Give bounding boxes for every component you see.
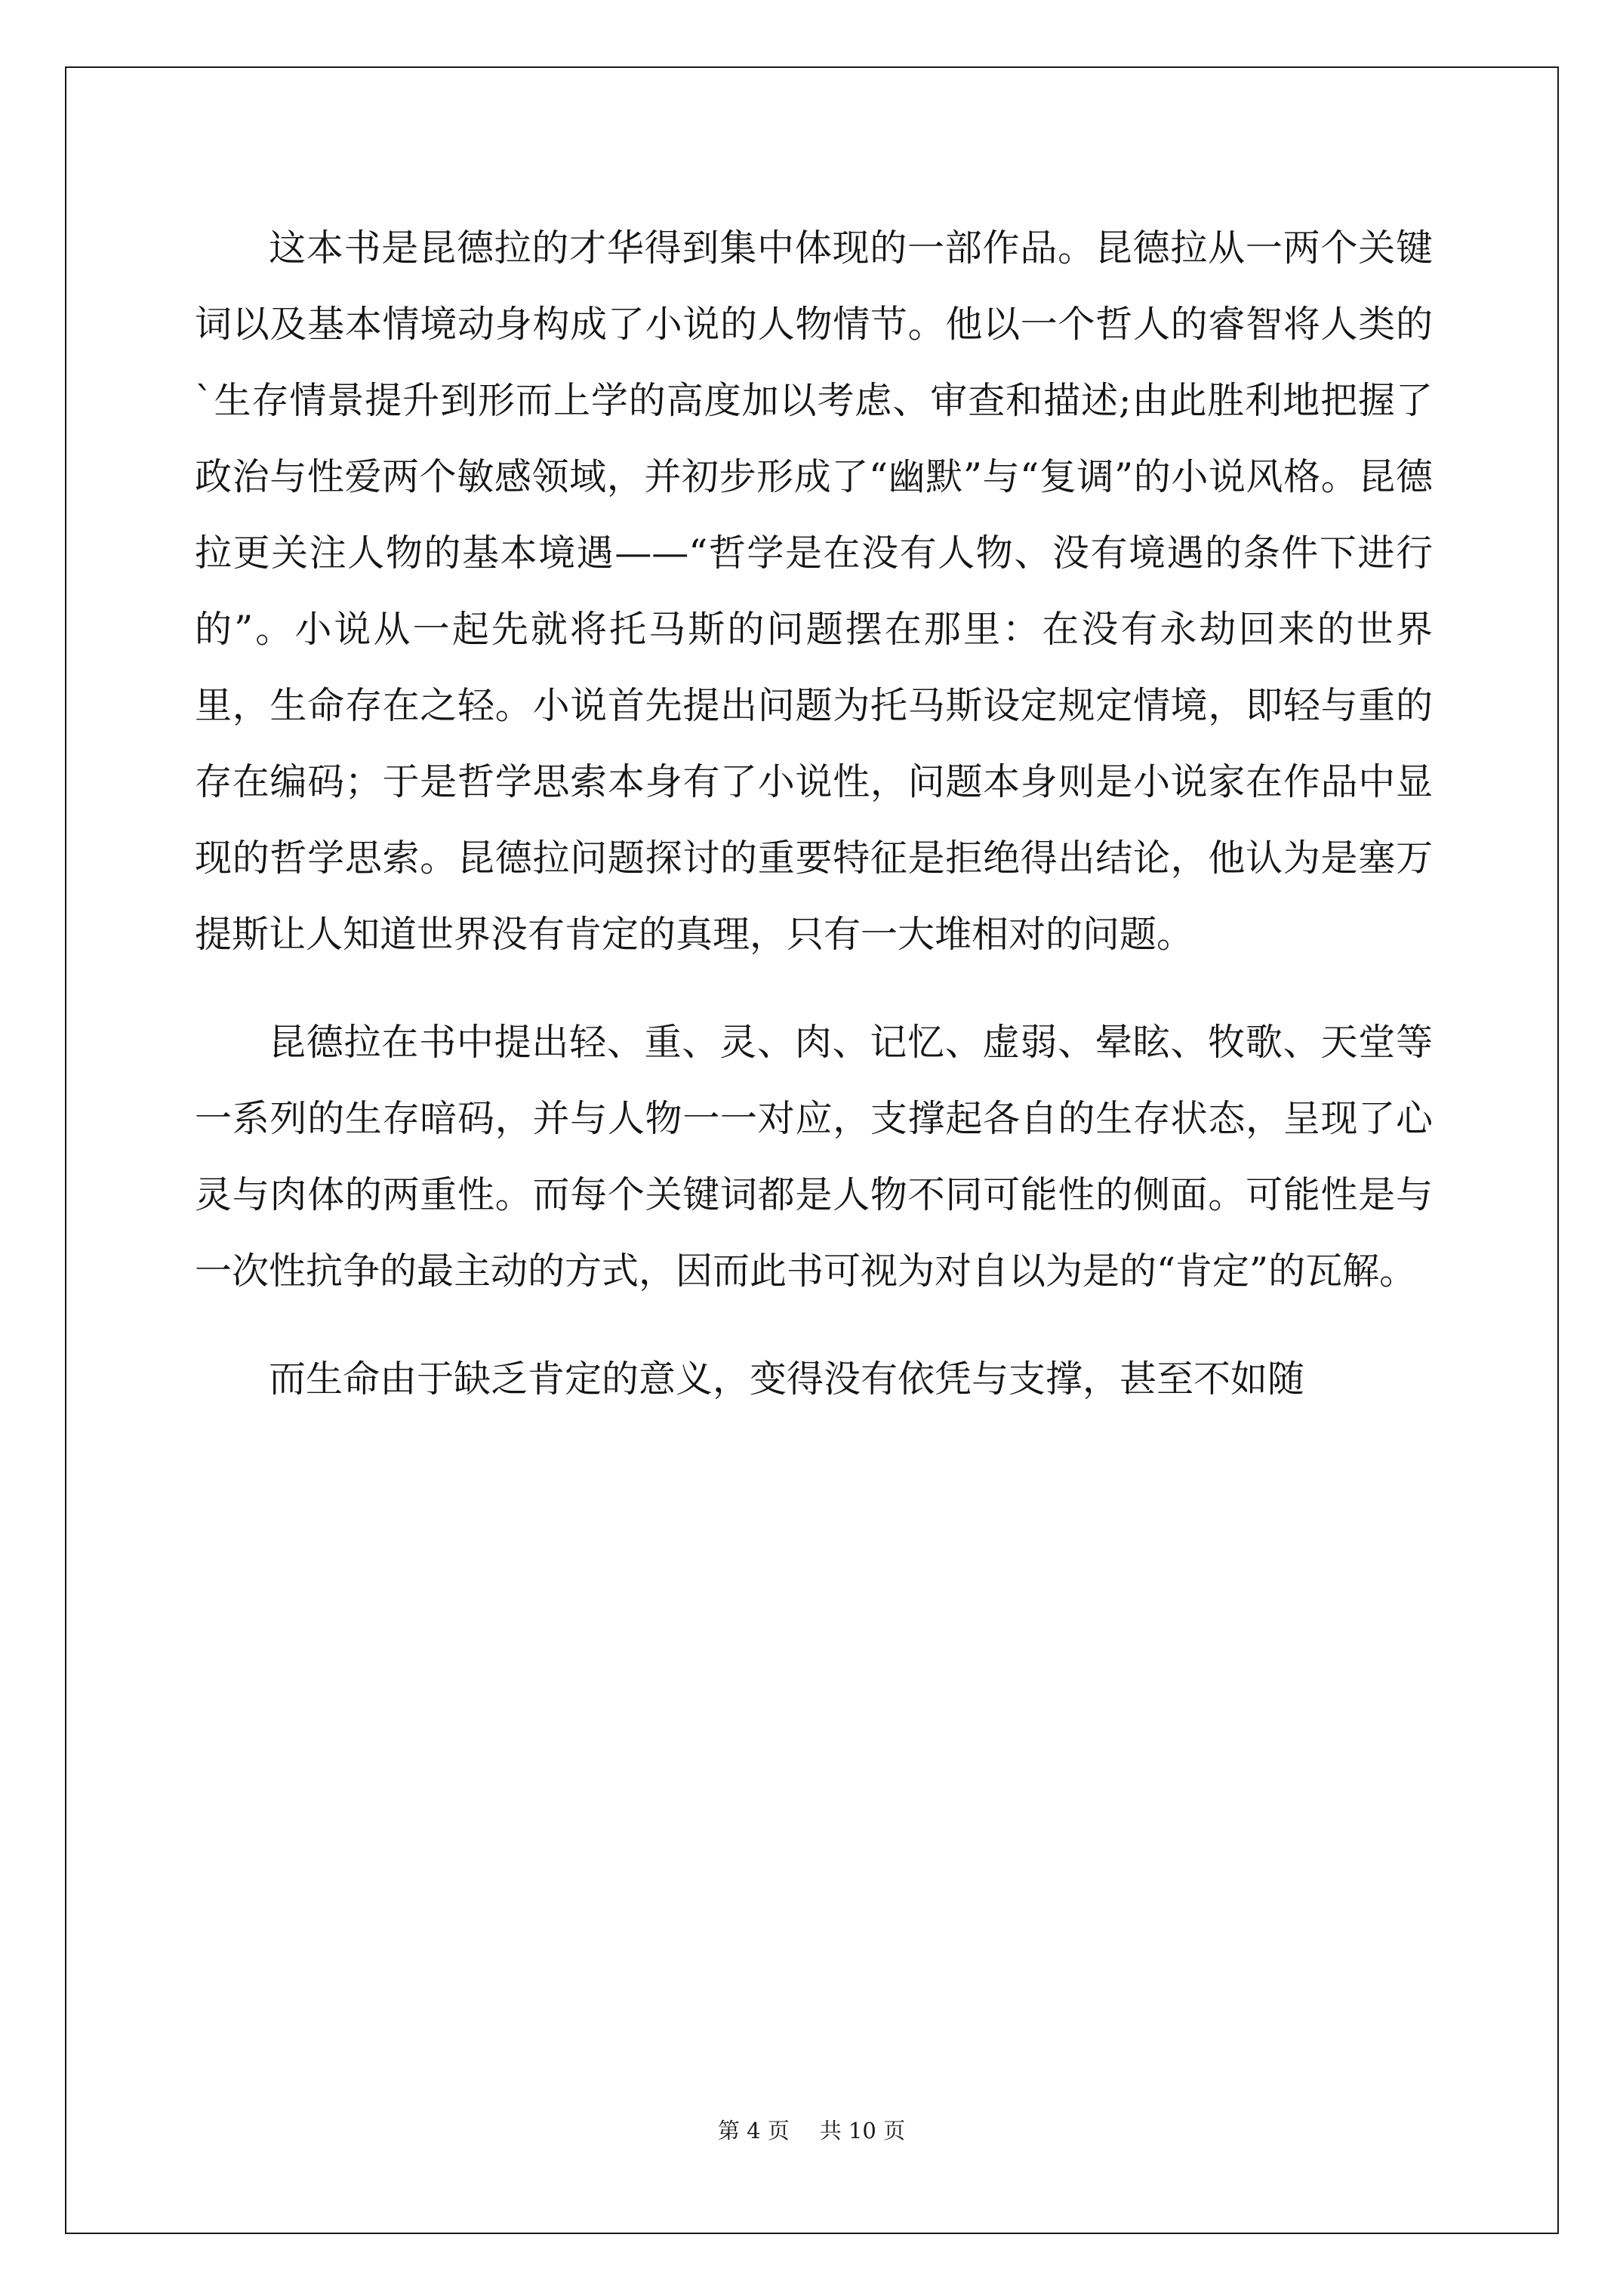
page-number-current: 第 4 页 bbox=[717, 2118, 790, 2143]
document-body bbox=[195, 210, 1433, 1449]
page-number-total: 共 10 页 bbox=[819, 2118, 906, 2143]
paragraph-3: 而生命由于缺乏肯定的意义，变得没有依凭与支撑，甚至不如随 bbox=[269, 1358, 1305, 1401]
paragraph-2: 昆德拉在书中提出轻、重、灵、肉、记忆、虚弱、晕眩、牧歌、天堂等一系列的生存暗码，并与人物一一对应，支撑起各自的生存状态，呈现了心灵与肉体的两重性。而每个关键词都是人物不同可能性的侧面。可能性是与一次性抗争的最主动的方式，因而此书可视为对自以为是的“肯定”的瓦解。 bbox=[195, 1021, 1433, 1293]
paragraph-1: 这本书是昆德拉的才华得到集中体现的一部作品。昆德拉从一两个关键词以及基本情境动身构成了小说的人物情节。他以一个哲人的睿智将人类的`生存情景提升到形而上学的高度加以考虑、审查和描述;由此胜利地把握了政治与性爱两个敏感领域，并初步形成了“幽默”与“复调”的小说风格。昆德拉更关注人物的基本境遇——“哲学是在没有人物、没有境遇的条件下进行的”。小说从一起先就将托马斯的问题摆在那里：在没有永劫回来的世界里，生命存在之轻。小说首先提出问题为托马斯设定规定情境，即轻与重的存在编码；于是哲学思索本身有了小说性，问题本身则是小说家在作品中显现的哲学思索。昆德拉问题探讨的重要特征是拒绝得出结论，他认为是塞万提斯让人知道世界没有肯定的真理，只有一大堆相对的问题。 bbox=[195, 227, 1433, 956]
page-footer bbox=[0, 2116, 1623, 2146]
